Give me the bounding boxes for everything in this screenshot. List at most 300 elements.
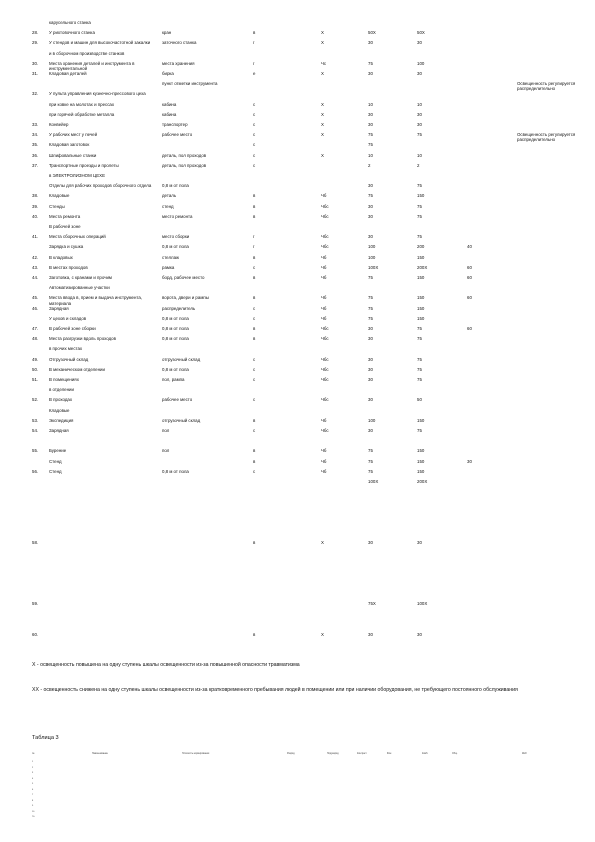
cell-cls: в — [253, 336, 256, 342]
cell-cls: в — [253, 326, 256, 331]
cell-cls: в — [253, 254, 256, 260]
cell-machine: 0,8 м от пола — [162, 326, 189, 331]
cell-v2: 10 — [417, 152, 422, 158]
cell-v1: 75 — [368, 193, 373, 199]
cell-machine: рабочее место — [162, 132, 193, 138]
cell-name: Кладовая заготовок — [49, 142, 90, 148]
cell-cls: в — [253, 193, 256, 199]
cell-v3: 40 — [467, 244, 472, 250]
cell-cls: с — [253, 264, 256, 270]
table3-cell: 6 — [32, 788, 34, 791]
cell-cat: Х — [321, 101, 324, 107]
table-row — [0, 408, 595, 418]
cell-v1: 30 — [368, 183, 373, 189]
table-row — [0, 520, 595, 530]
cell-v2: 30 — [417, 122, 422, 127]
cell-cls: с — [253, 366, 256, 372]
table-row — [0, 367, 595, 377]
cell-v2: 150 — [417, 305, 425, 311]
cell-num: 30. — [32, 60, 39, 66]
cell-machine: 0,8 м от пола — [162, 336, 189, 342]
cell-num: 31. — [32, 71, 39, 76]
cell-name: Заготовка, с кранами и прочим — [49, 275, 112, 280]
cell-cls: с — [253, 122, 256, 127]
cell-name: Кладовые — [49, 193, 70, 199]
cell-cls: в — [253, 275, 256, 280]
table-row — [0, 581, 595, 591]
table-row — [0, 234, 595, 244]
cell-v1: 30 — [368, 40, 373, 46]
cell-v2: 75 — [417, 213, 422, 219]
cell-cls: с — [253, 162, 256, 168]
table-row — [0, 275, 595, 285]
cell-v1: 75Х — [368, 601, 376, 607]
table3-row — [32, 811, 572, 814]
table-row — [0, 428, 595, 438]
cell-v1: 100 — [368, 254, 376, 260]
cell-num: 59. — [32, 601, 39, 607]
table3-row — [32, 767, 572, 770]
table-row — [0, 591, 595, 601]
table-row — [0, 540, 595, 550]
cell-num: 43. — [32, 264, 39, 270]
table-row — [0, 30, 595, 40]
cell-v1: 75 — [368, 458, 373, 464]
cell-name: в прочих местах — [49, 346, 83, 352]
cell-v1: 2 — [368, 162, 371, 168]
cell-machine: кабина — [162, 101, 177, 107]
cell-cat: Х — [321, 40, 324, 46]
cell-v1: 30 — [368, 122, 373, 127]
cell-machine: 0,8 м от пола — [162, 366, 189, 372]
cell-v1: 30 — [368, 397, 373, 403]
cell-cls: в — [253, 213, 256, 219]
cell-v1: 75 — [368, 305, 373, 311]
table-row — [0, 91, 595, 101]
cell-name: В кладовых — [49, 254, 73, 260]
cell-cat: Х — [321, 71, 324, 76]
cell-machine: пункт отметки инструмента — [162, 81, 218, 87]
cell-name: Транспортные проезды и пролеты — [49, 162, 119, 168]
cell-machine: кабина — [162, 111, 177, 117]
cell-num: 58. — [32, 540, 39, 546]
cell-cat: Чбс — [321, 213, 329, 219]
cell-v1: 30 — [368, 366, 373, 372]
table-row — [0, 51, 595, 61]
table-row — [0, 346, 595, 356]
cell-name: Стенд — [49, 468, 62, 474]
cell-num: 54. — [32, 428, 39, 433]
table-row — [0, 71, 595, 81]
cell-v1: 30 — [368, 540, 373, 546]
table-row — [0, 255, 595, 265]
cell-cat: Чбс — [321, 336, 329, 342]
cell-machine: распределитель — [162, 305, 196, 311]
cell-v1: 75 — [368, 142, 373, 148]
table-row — [0, 132, 595, 142]
table-row — [0, 357, 595, 367]
cell-v2: 200Х — [417, 479, 428, 484]
cell-cls: с — [253, 377, 256, 382]
cell-name: Места хранения деталей и инструмента в инструментальной — [49, 60, 135, 71]
cell-num: 32. — [32, 91, 39, 97]
cell-num: 28. — [32, 30, 39, 36]
table-row — [0, 204, 595, 214]
cell-machine: борд, рабочее место — [162, 275, 205, 280]
table-row — [0, 142, 595, 152]
cell-cls: с — [253, 305, 256, 311]
cell-name: в отделении — [49, 387, 74, 393]
cell-cat: Х — [321, 632, 324, 637]
cell-num: 53. — [32, 417, 39, 423]
table-row — [0, 418, 595, 428]
table-row — [0, 193, 595, 203]
cell-v2: 75 — [417, 132, 422, 138]
cell-cls: в — [253, 540, 256, 546]
table-row — [0, 397, 595, 407]
table-row — [0, 102, 595, 112]
cell-cls: в — [253, 30, 256, 36]
table3-row — [32, 761, 572, 764]
table3-cell: 10 — [32, 810, 35, 813]
cell-v2: 150 — [417, 468, 425, 474]
cell-cat: Х — [321, 132, 324, 138]
cell-cls: в — [253, 203, 256, 209]
table3-cell: 7 — [32, 794, 34, 796]
cell-machine: 0,8 м от пола — [162, 315, 189, 321]
cell-v2: 30 — [417, 111, 422, 117]
table-row — [0, 316, 595, 326]
cell-machine: ворота, двери и рампы — [162, 295, 209, 301]
cell-machine: 0,8 м от пола — [162, 468, 189, 474]
cell-v2: 150 — [417, 275, 425, 280]
table3-header: Контраст — [357, 753, 367, 755]
cell-num: 39. — [32, 203, 39, 209]
cell-name: В рабочей зоне сборки — [49, 326, 96, 331]
cell-v2: 150 — [417, 417, 425, 423]
cell-v2: 100 — [417, 60, 425, 66]
cell-v1: 75 — [368, 132, 373, 138]
cell-v1: 75 — [368, 448, 373, 454]
cell-v2: 50 — [417, 397, 422, 403]
cell-name: Зарядка и сушка — [49, 244, 84, 250]
cell-name: Шлифовальные станки — [49, 152, 97, 158]
cell-machine: места хранения — [162, 60, 195, 66]
cell-machine: 0,8 м от пола — [162, 183, 189, 189]
cell-cat: Чбс — [321, 326, 329, 331]
cell-cat: Чб — [321, 315, 327, 321]
cell-v1: 50Х — [368, 30, 376, 36]
cell-v1: 100Х — [368, 479, 379, 484]
cell-name: и в сборочном производстве станков — [49, 50, 125, 56]
cell-machine: бирка — [162, 71, 174, 76]
cell-v2: 75 — [417, 336, 422, 342]
cell-name: Бурение — [49, 448, 67, 454]
cell-cat: Чбс — [321, 397, 329, 403]
cell-name: Зарядная — [49, 428, 69, 433]
table3-cell: 1 — [32, 761, 34, 763]
table-row — [0, 612, 595, 622]
table3-cell: 4 — [32, 777, 34, 780]
table3-cell: 8 — [32, 799, 34, 802]
cell-name: У цехов и складов — [49, 315, 87, 321]
table3-header: КЕО — [522, 753, 527, 755]
cell-v2: 75 — [417, 428, 422, 433]
cell-name: У рабочих мест у печей — [49, 132, 98, 138]
table3-header: № — [32, 753, 35, 755]
cell-machine: пол — [162, 448, 170, 454]
cell-v1: 75 — [368, 275, 373, 280]
note-xx: ХХ - освещенность снижена на одну ступень шкалы освещенности из-за кратковременного пребывания людей в помещении или при наличии оборудования, не требующего постоянного обслуживания — [32, 687, 518, 693]
cell-num: 45. — [32, 295, 39, 301]
table3-row — [32, 772, 572, 775]
table-row — [0, 173, 595, 183]
cell-cls: е — [253, 71, 256, 76]
cell-cat: Чбс — [321, 356, 329, 362]
table3-header: Общ. — [452, 753, 458, 755]
cell-machine: пол, рампа — [162, 377, 185, 382]
table3-header: Плоскость нормирования — [182, 753, 210, 755]
cell-name: Места сборочных операций — [49, 234, 106, 240]
table-row — [0, 469, 595, 479]
cell-v2: 100Х — [417, 601, 428, 607]
cell-v1: 75 — [368, 315, 373, 321]
cell-cat: Чб — [321, 458, 327, 464]
table-row — [0, 214, 595, 224]
cell-num: 36. — [32, 152, 39, 158]
table-row — [0, 387, 595, 397]
cell-cat: Чс — [321, 60, 327, 66]
cell-cat: Х — [321, 122, 324, 127]
cell-machine: рабочее место — [162, 397, 193, 403]
cell-machine: отгрузочный склад — [162, 417, 201, 423]
cell-v1: 30 — [368, 336, 373, 342]
table3-cell: 2 — [32, 766, 34, 769]
table3-cell: 70. — [32, 816, 35, 818]
cell-num: 51. — [32, 377, 39, 382]
table3-header: Фон — [387, 753, 392, 755]
cell-num: 38. — [32, 193, 39, 199]
cell-v1: 75 — [368, 295, 373, 301]
table3-header: Комб. — [422, 753, 429, 755]
cell-name: Экспедиция — [49, 417, 74, 423]
cell-v2: 30 — [417, 632, 422, 637]
table-row — [0, 530, 595, 540]
cell-name: У пульта управления кузнечно-прессового цеха — [49, 91, 146, 97]
table-row — [0, 499, 595, 509]
cell-note: Освещенность регулируется распределительно — [517, 81, 576, 92]
cell-cat: Чбс — [321, 366, 329, 372]
cell-cls: с — [253, 132, 256, 138]
table-row — [0, 153, 595, 163]
cell-cls: г — [253, 40, 255, 46]
cell-name: Места ремонта — [49, 213, 81, 219]
cell-v1: 10 — [368, 101, 373, 107]
cell-cat: Х — [321, 111, 324, 117]
cell-v2: 30 — [417, 71, 422, 76]
cell-name: Стенды — [49, 203, 65, 209]
cell-name: В местах проходов — [49, 264, 88, 270]
cell-v2: 75 — [417, 356, 422, 362]
table-row — [0, 112, 595, 122]
cell-v1: 10 — [368, 152, 373, 158]
cell-num: 41. — [32, 234, 39, 240]
cell-v3: 60 — [467, 275, 472, 280]
table-row — [0, 632, 595, 642]
cell-num: 42. — [32, 254, 39, 260]
table-row — [0, 489, 595, 499]
cell-cat: Чб — [321, 448, 327, 454]
cell-v2: 150 — [417, 448, 425, 454]
table-row — [0, 295, 595, 305]
cell-num: 40. — [32, 213, 39, 219]
cell-name: Зарядная — [49, 305, 69, 311]
table3-row — [32, 800, 572, 803]
cell-v2: 75 — [417, 377, 422, 382]
cell-cls: с — [253, 428, 256, 433]
cell-cls: в — [253, 448, 256, 454]
cell-num: 46. — [32, 305, 39, 311]
cell-cat: Чб — [321, 305, 327, 311]
cell-name: У стендов и машин для высокочастотной закалки — [49, 40, 151, 46]
cell-v2: 50Х — [417, 30, 425, 36]
cell-v1: 100 — [368, 244, 376, 250]
cell-cls: с — [253, 315, 256, 321]
cell-num: 52. — [32, 397, 39, 403]
table-row — [0, 336, 595, 346]
cell-num: 44. — [32, 275, 39, 280]
cell-v1: 30 — [368, 203, 373, 209]
cell-machine: кран — [162, 30, 172, 36]
table3-header: Подразряд — [327, 753, 339, 755]
table-row — [0, 40, 595, 50]
cell-num: 29. — [32, 40, 39, 46]
table3-cell: 9 — [32, 805, 34, 807]
table-row — [0, 122, 595, 132]
cell-num: 49. — [32, 356, 39, 362]
table3-row — [32, 805, 572, 808]
table3-row — [32, 789, 572, 792]
cell-name: В механическом отделении — [49, 366, 105, 372]
table-row — [0, 61, 595, 71]
cell-name: Отделы для рабочих проходов сборочного отдела — [49, 183, 152, 189]
table-row — [0, 479, 595, 489]
cell-name: В проходах — [49, 397, 73, 403]
cell-cls: с — [253, 468, 256, 474]
cell-cls: г — [253, 60, 255, 66]
table-row — [0, 459, 595, 469]
cell-v1: 30 — [368, 632, 373, 637]
cell-cls: с — [253, 142, 256, 148]
table-row — [0, 224, 595, 234]
cell-name: карусельного станка — [49, 20, 91, 25]
cell-cat: Чб — [321, 275, 327, 280]
table-row — [0, 285, 595, 295]
cell-v1: 30 — [368, 377, 373, 382]
table3-row — [32, 794, 572, 797]
cell-v2: 10 — [417, 101, 422, 107]
table-row — [0, 326, 595, 336]
cell-machine: место ремонта — [162, 213, 193, 219]
cell-machine: пол — [162, 428, 170, 433]
cell-v2: 75 — [417, 366, 422, 372]
cell-cat: Чбс — [321, 428, 329, 433]
table-row — [0, 561, 595, 571]
table-row — [0, 163, 595, 173]
cell-num: 55. — [32, 448, 39, 454]
cell-machine: деталь — [162, 193, 177, 199]
cell-v3: 30 — [467, 458, 472, 464]
cell-machine: деталь, пол проходов — [162, 162, 207, 168]
cell-cat: Х — [321, 30, 324, 36]
table-row — [0, 377, 595, 387]
cell-v2: 75 — [417, 326, 422, 331]
table-row — [0, 622, 595, 632]
cell-v1: 75 — [368, 468, 373, 474]
cell-num: 35. — [32, 142, 39, 148]
table3-header: Наименование — [92, 753, 108, 755]
cell-machine: 0,8 м от пола — [162, 244, 189, 250]
cell-v2: 200 — [417, 244, 425, 250]
cell-cls: в — [253, 417, 256, 423]
cell-num: 37. — [32, 162, 39, 168]
cell-v2: 150 — [417, 315, 425, 321]
cell-name: Места ввода в, прием и выдача инструмента, материала — [49, 295, 143, 306]
cell-num: 48. — [32, 336, 39, 342]
cell-v1: 30 — [368, 234, 373, 240]
cell-cat: Чбс — [321, 244, 329, 250]
cell-num: 34. — [32, 132, 39, 138]
cell-num: 60. — [32, 632, 39, 637]
cell-cat: Чб — [321, 193, 327, 199]
table-row — [0, 448, 595, 458]
cell-cls: с — [253, 356, 256, 362]
cell-name: при горячей обработке металла — [49, 111, 115, 117]
cell-cls: с — [253, 101, 256, 107]
cell-machine: стенд — [162, 203, 174, 209]
cell-cls: с — [253, 111, 256, 117]
cell-cls: в — [253, 458, 256, 464]
cell-v2: 150 — [417, 295, 425, 301]
cell-v3: 60 — [467, 326, 472, 331]
table3-cell: 3 — [32, 772, 34, 774]
cell-name: Кладовые — [49, 407, 70, 413]
table3-row — [32, 783, 572, 786]
cell-cat: Чб — [321, 254, 327, 260]
table-row — [0, 183, 595, 193]
table3-header: Разряд — [287, 753, 295, 755]
cell-name: Автоматизированные участки — [49, 285, 110, 291]
cell-num: 47. — [32, 326, 39, 331]
cell-machine: место сборки — [162, 234, 190, 240]
cell-cat: Чб — [321, 468, 327, 474]
cell-name: У рихтовочного станка — [49, 30, 95, 36]
cell-cat: Х — [321, 540, 324, 546]
table3-row — [32, 816, 572, 819]
cell-cat: Х — [321, 152, 324, 158]
cell-name: Отгрузочный склад — [49, 356, 89, 362]
cell-cat: Чб — [321, 264, 327, 270]
cell-cls: г — [253, 244, 255, 250]
cell-v2: 75 — [417, 183, 422, 189]
cell-num: 56. — [32, 468, 39, 474]
note-x: Х - освещенность повышена на одну ступень шкалы освещенности из-за повышенной опасности травматизма — [32, 662, 300, 668]
cell-v2: 150 — [417, 458, 425, 464]
cell-v3: 60 — [467, 295, 472, 301]
table-row — [0, 550, 595, 560]
table-row — [0, 510, 595, 520]
cell-name: В рабочей зоне — [49, 224, 81, 229]
